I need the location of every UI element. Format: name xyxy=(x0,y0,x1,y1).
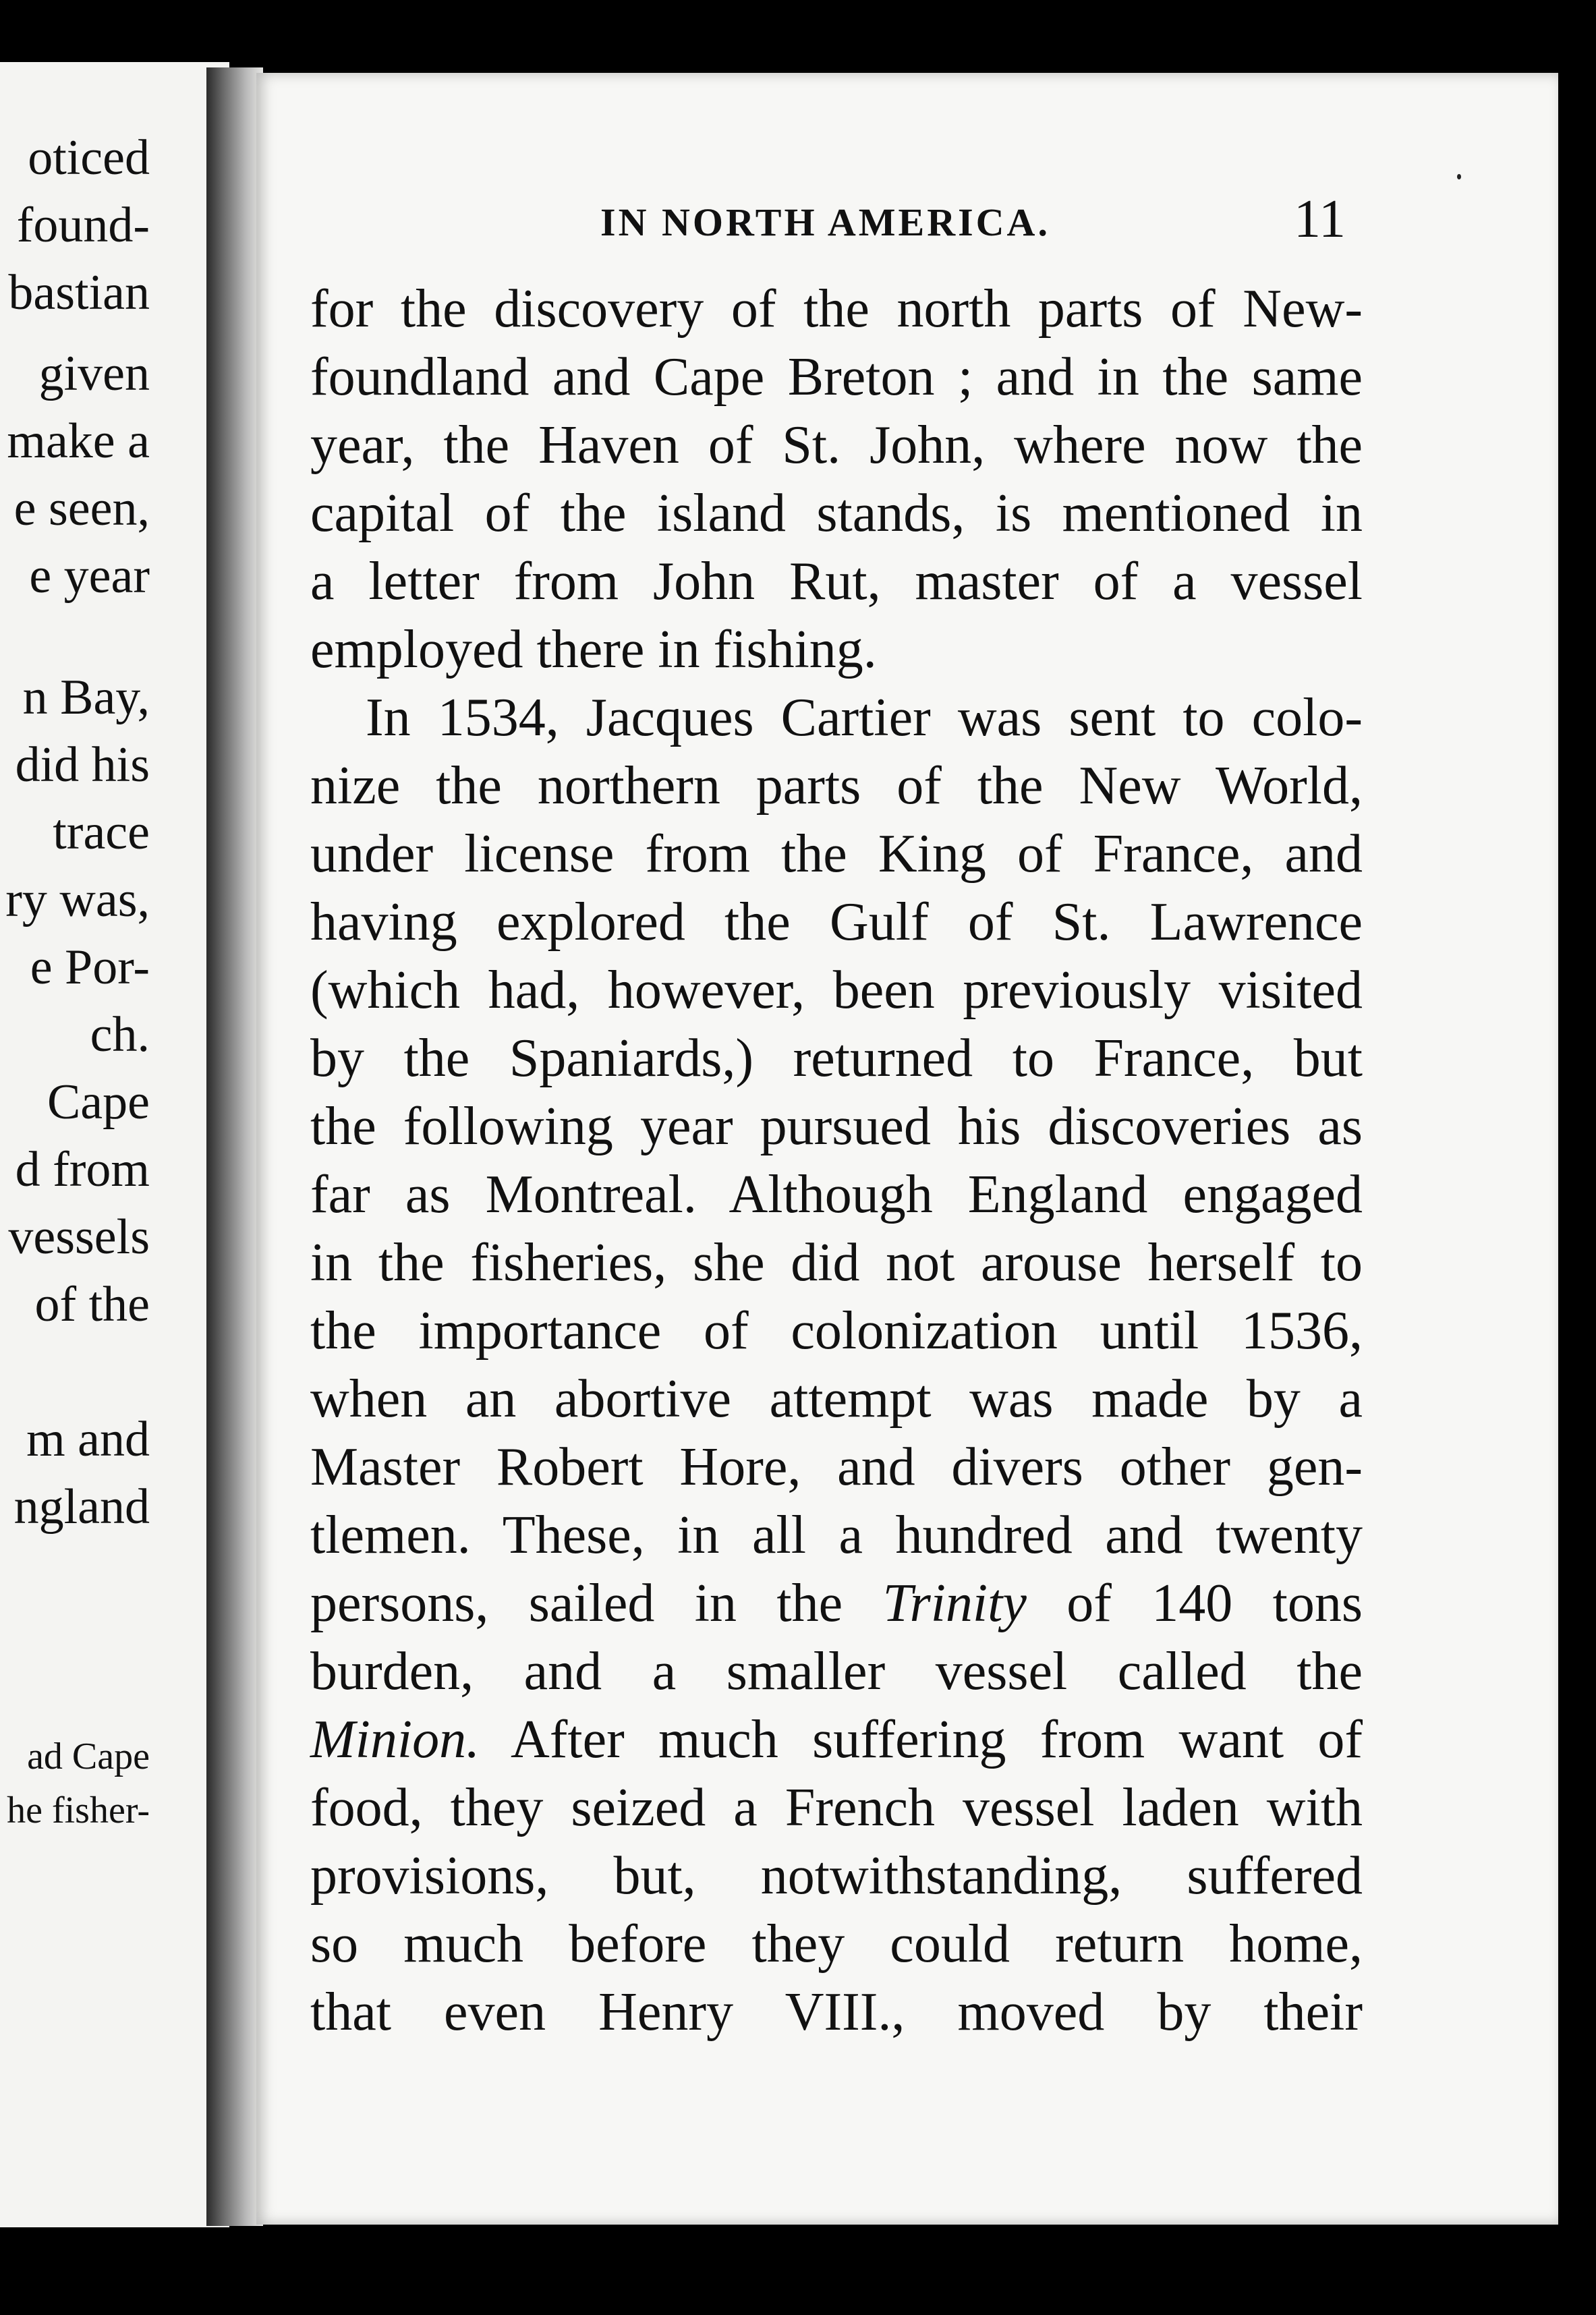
text-fragment: persons, sailed in the xyxy=(310,1574,843,1633)
text-line: In 1534, Jacques Cartier was sent to colo- xyxy=(366,688,1363,747)
text-line: a letter from John Rut, master of a vessel xyxy=(310,552,1363,611)
text-line: nize the northern parts of the New World, xyxy=(310,756,1363,816)
ink-speck xyxy=(1457,174,1461,179)
text-line-minion xyxy=(310,1706,1363,1774)
text-line: far as Montreal. Although England engaged xyxy=(310,1165,1363,1224)
left-facing-page xyxy=(0,62,229,2227)
left-line: make a xyxy=(7,413,150,469)
right-page xyxy=(256,73,1558,2225)
left-line: oticed xyxy=(28,130,150,185)
text-line: employed there in fishing. xyxy=(310,620,877,679)
text-line: burden, and a smaller vessel called the xyxy=(310,1642,1363,1701)
left-line: found- xyxy=(16,198,150,253)
left-line: ry was, xyxy=(5,872,150,927)
text-line: for the discovery of the north parts of New- xyxy=(310,279,1363,339)
left-line: d from xyxy=(15,1142,150,1197)
running-head: IN NORTH AMERICA. xyxy=(600,200,1050,244)
page-number: 11 xyxy=(1294,190,1346,249)
text-line: that even Henry VIII., moved by their xyxy=(310,1982,1363,2042)
text-line: (which had, however, been previously visited xyxy=(310,961,1363,1020)
left-line: bastian xyxy=(8,265,150,320)
text-line: foundland and Cape Breton ; and in the same xyxy=(310,347,1363,407)
left-line: e year xyxy=(29,548,150,604)
body-text xyxy=(310,275,1363,2047)
text-line: year, the Haven of St. John, where now the xyxy=(310,416,1363,475)
text-line: under license from the King of France, and xyxy=(310,824,1363,884)
left-line: of the xyxy=(34,1277,150,1332)
left-footnote-line: ad Cape xyxy=(27,1736,150,1777)
left-line: trace xyxy=(53,805,150,860)
left-line: ch. xyxy=(90,1007,150,1062)
text-line: tlemen. These, in all a hundred and twenty xyxy=(310,1506,1363,1565)
left-line: did his xyxy=(15,737,150,793)
left-line: n Bay, xyxy=(22,670,150,725)
text-line-trinity xyxy=(310,1570,1363,1638)
left-line: vessels xyxy=(8,1209,150,1265)
left-footnote-line: he fisher- xyxy=(7,1790,150,1831)
book-gutter xyxy=(206,67,263,2226)
text-line: capital of the island stands, is mentioned in xyxy=(310,484,1363,543)
text-line: the following year pursued his discoveries as xyxy=(310,1097,1363,1156)
text-fragment: of 140 tons xyxy=(1066,1574,1363,1633)
text-line: food, they seized a French vessel laden with xyxy=(310,1778,1363,1837)
text-line: when an abortive attempt was made by a xyxy=(310,1369,1363,1429)
left-line: e seen, xyxy=(13,481,150,536)
text-line: Master Robert Hore, and divers other gen- xyxy=(310,1437,1363,1497)
left-line: ngland xyxy=(13,1479,150,1535)
left-line: m and xyxy=(26,1412,150,1467)
left-line: Cape xyxy=(47,1075,150,1130)
left-line: given xyxy=(38,346,150,401)
ship-name-minion: Minion. xyxy=(310,1710,480,1769)
text-line: the importance of colonization until 1536, xyxy=(310,1301,1363,1361)
text-line: having explored the Gulf of St. Lawrence xyxy=(310,892,1363,952)
text-line: in the fisheries, she did not arouse herself to xyxy=(310,1233,1363,1292)
ship-name-trinity: Trinity xyxy=(882,1574,1027,1633)
text-line: by the Spaniards,) returned to France, but xyxy=(310,1029,1363,1088)
text-fragment: After much suffering from want of xyxy=(510,1710,1363,1769)
left-line: e Por- xyxy=(30,940,150,995)
text-line: provisions, but, notwithstanding, suffered xyxy=(310,1846,1363,1906)
text-line: so much before they could return home, xyxy=(310,1914,1363,1974)
